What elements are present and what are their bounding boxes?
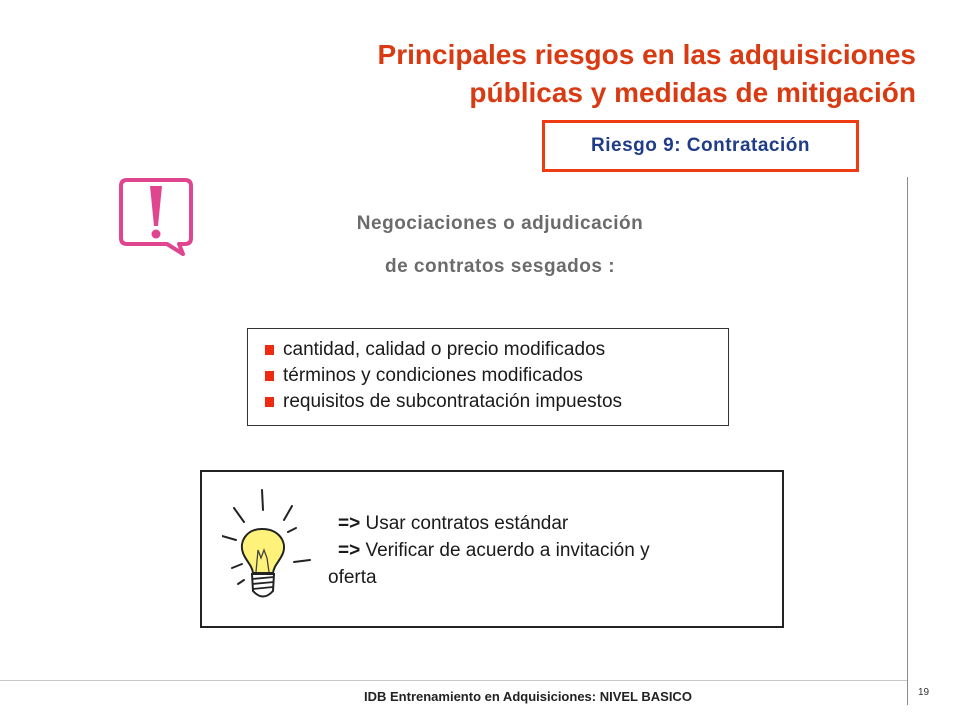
square-bullet-icon (265, 397, 274, 407)
footer-text: IDB Entrenamiento en Adquisiciones: NIVEL BASICO (364, 689, 692, 704)
mitigation-box (200, 470, 784, 628)
risk-items-box (247, 328, 729, 426)
mitigation-line-text: Usar contratos estándar (365, 513, 569, 534)
footer-divider (0, 680, 907, 681)
slide-title (378, 36, 916, 112)
risk-item-text: términos y condiciones modificados (283, 365, 583, 386)
risk-item-text: requisitos de subcontratación impuestos (283, 391, 623, 412)
mitigation-line (328, 537, 758, 564)
page-number: 19 (918, 687, 930, 698)
arrow-marker: => (338, 540, 361, 561)
list-item (248, 363, 728, 389)
vertical-divider (907, 177, 908, 705)
square-bullet-icon (265, 345, 274, 355)
arrow-marker: => (338, 513, 361, 534)
risk-item-text: cantidad, calidad o precio modificados (283, 339, 606, 360)
risk-label-box (542, 120, 859, 172)
mitigation-line (328, 510, 758, 537)
square-bullet-icon (265, 371, 274, 381)
risk-heading-line-2: de contratos sesgados : (384, 256, 616, 277)
list-item (248, 337, 728, 363)
mitigation-text (328, 510, 758, 591)
slide-title-line-1: Principales riesgos en las adquisiciones (377, 39, 916, 70)
risk-heading-line-1: Negociaciones o adjudicación (356, 213, 644, 234)
exclamation-speech-bubble-icon (117, 176, 197, 263)
slide-title-line-2: públicas y medidas de mitigación (469, 77, 916, 108)
risk-label: Riesgo 9: Contratación (591, 135, 810, 156)
mitigation-line-text: Verificar de acuerdo a invitación y (365, 540, 650, 561)
list-item (248, 389, 728, 415)
lightbulb-icon (222, 484, 317, 609)
mitigation-continuation: oferta (328, 567, 377, 588)
